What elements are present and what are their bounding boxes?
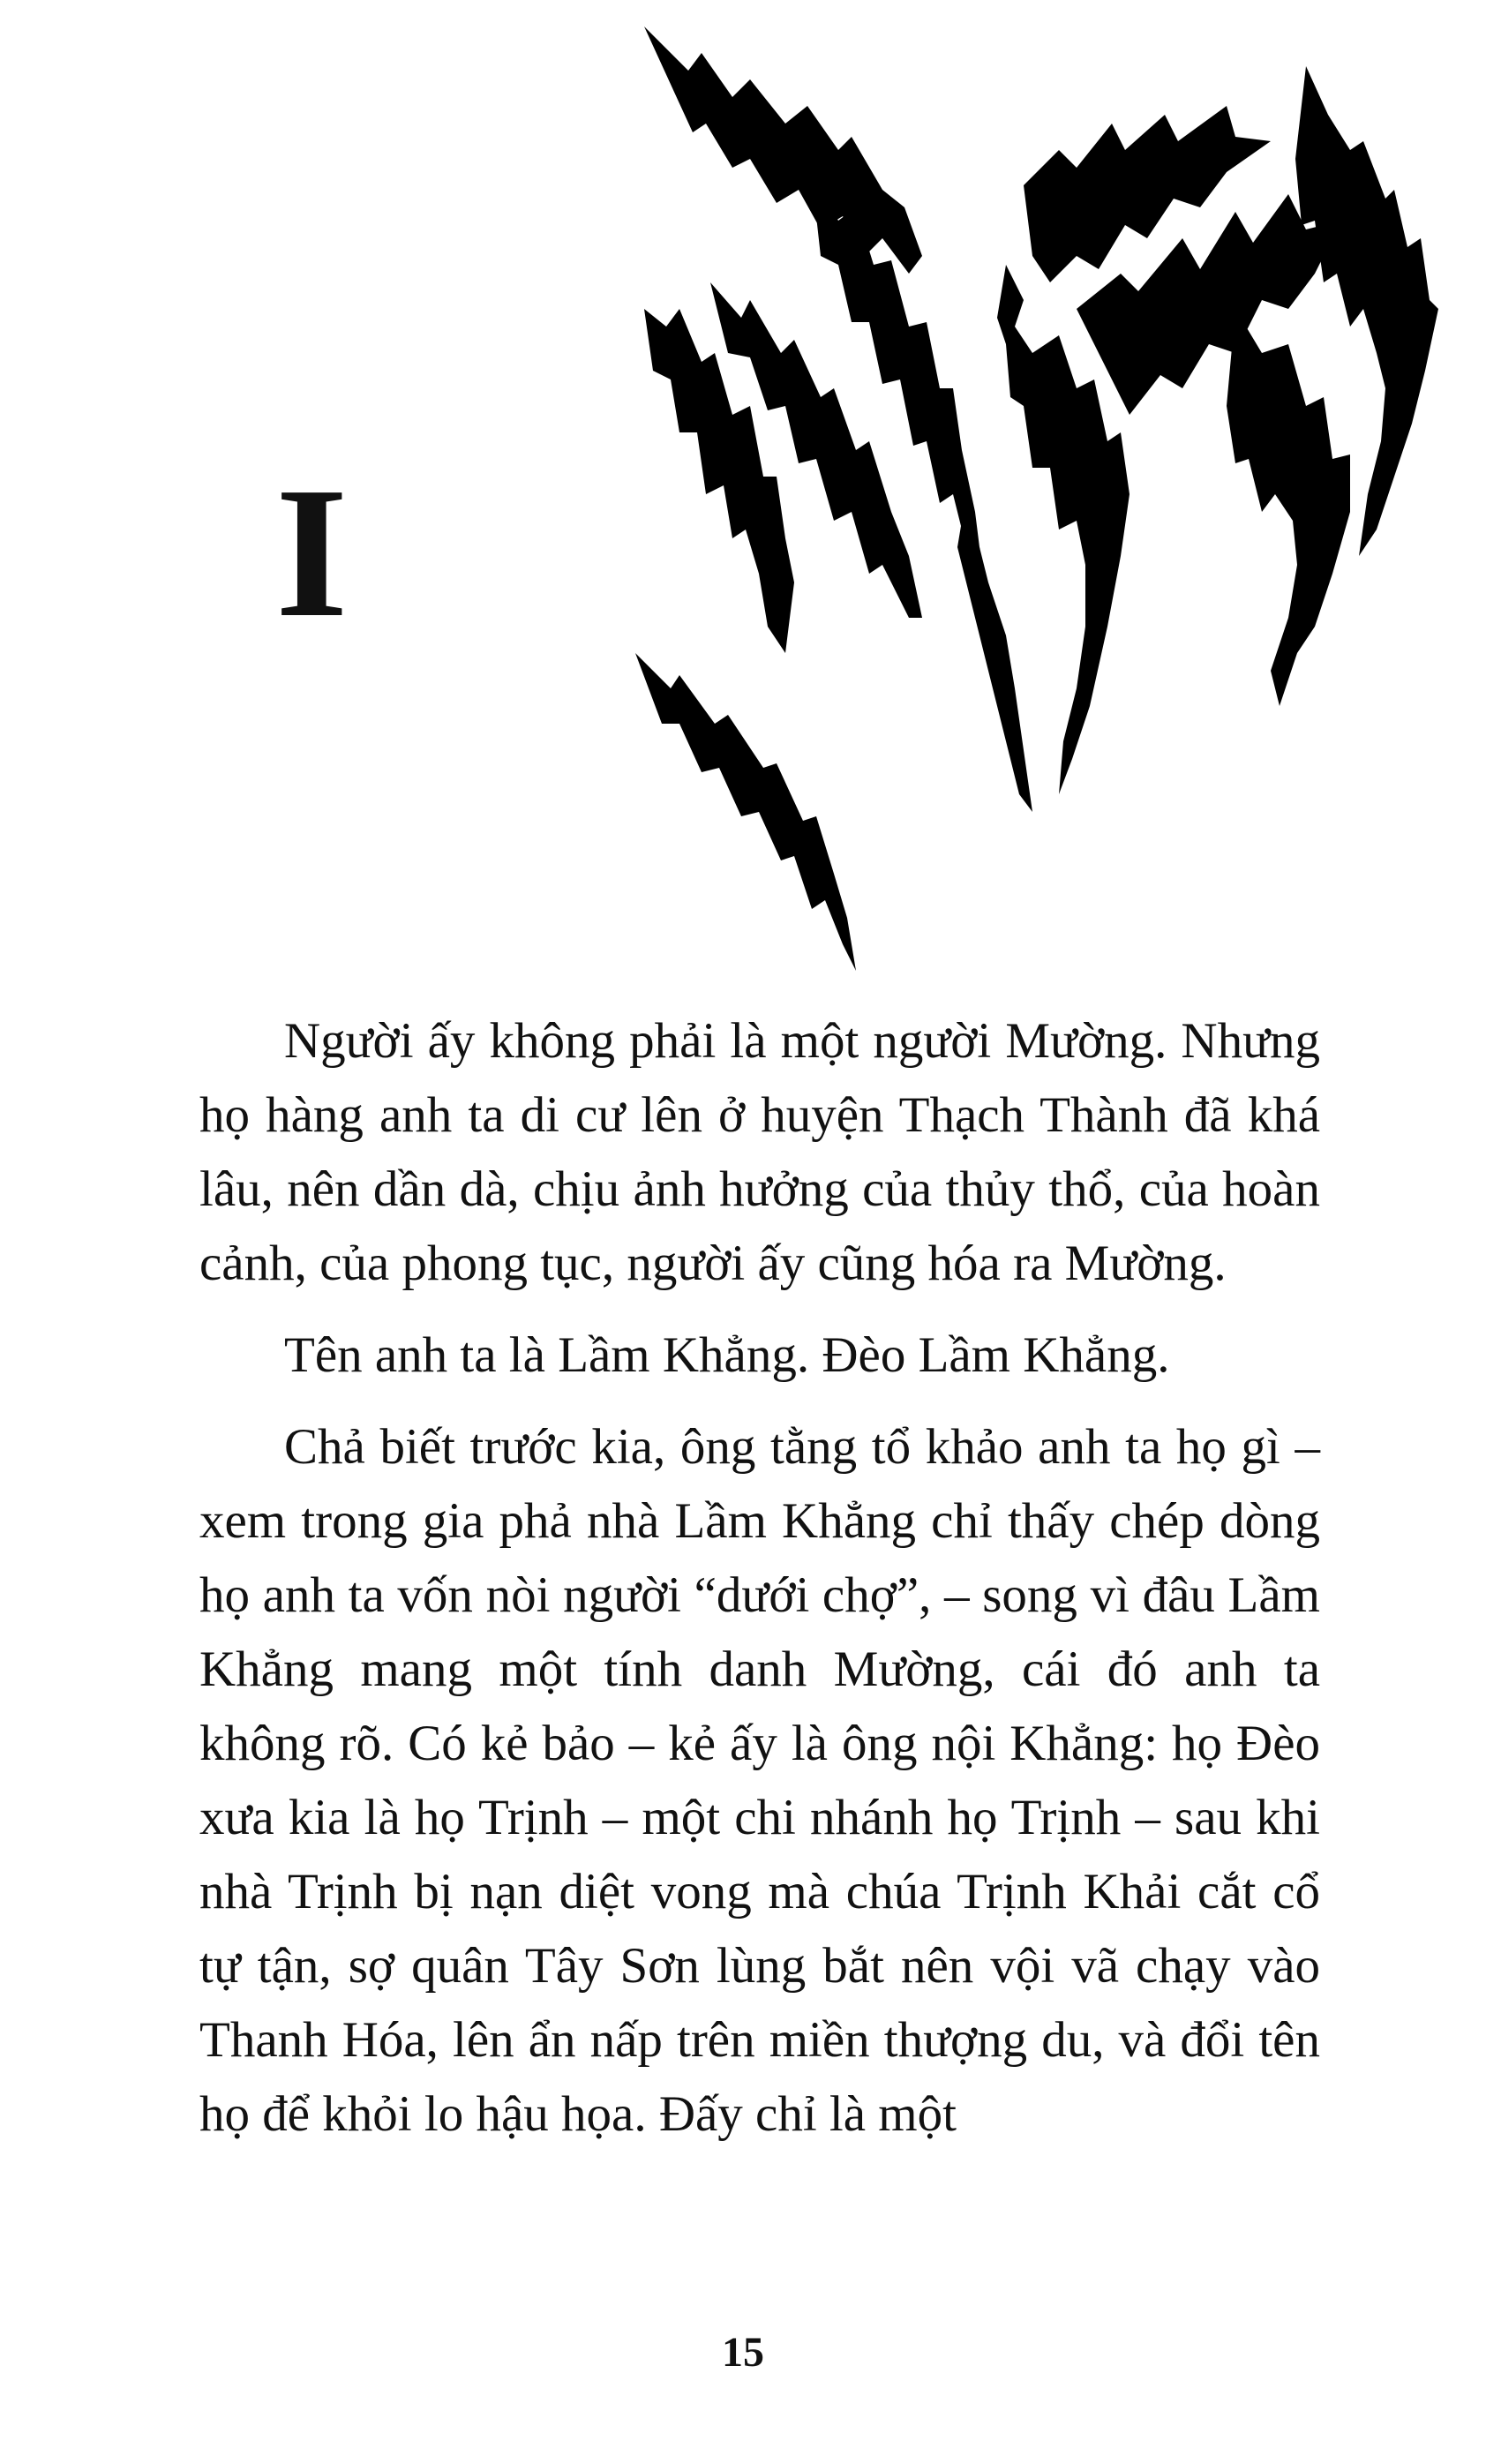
paragraph: Tên anh ta là Lầm Khẳng. Đèo Lầm Khẳng. xyxy=(284,1327,1170,1383)
brush-stroke-claw-ornament-icon xyxy=(618,18,1482,988)
page-number: 15 xyxy=(722,2329,764,2376)
body-text xyxy=(199,1004,1320,2169)
paragraph: Chả biết trước kia, ông tằng tổ khảo anh ta họ gì – xem trong gia phả nhà Lầm Khẳng chỉ thấy chép dòng họ anh ta vốn nòi người “dưới chợ”, – song vì đâu Lầm Khẳng mang một tính danh Mường, cái đó anh ta không rõ. Có kẻ bảo – kẻ ấy là ông nội Khẳng: họ Đèo xưa kia là họ Trịnh – một chi nhánh họ Trịnh – sau khi nhà Trịnh bị nạn diệt vong mà chúa Trịnh Khải cắt cổ tự tận, sợ quân Tây Sơn lùng bắt nên vội vã chạy vào Thanh Hóa, lên ẩn nấp trên miền thượng du, và đổi tên họ để khỏi lo hậu họa. Đấy chỉ là một xyxy=(199,1419,1320,2142)
paragraph: Người ấy không phải là một người Mường. Nhưng họ hàng anh ta di cư lên ở huyện Thạch Thành đã khá lâu, nên dần dà, chịu ảnh hưởng của thủy thổ, của hoàn cảnh, của phong tục, người ấy cũng hóa ra Mường. xyxy=(199,1013,1320,1291)
chapter-numeral: I xyxy=(275,448,349,656)
